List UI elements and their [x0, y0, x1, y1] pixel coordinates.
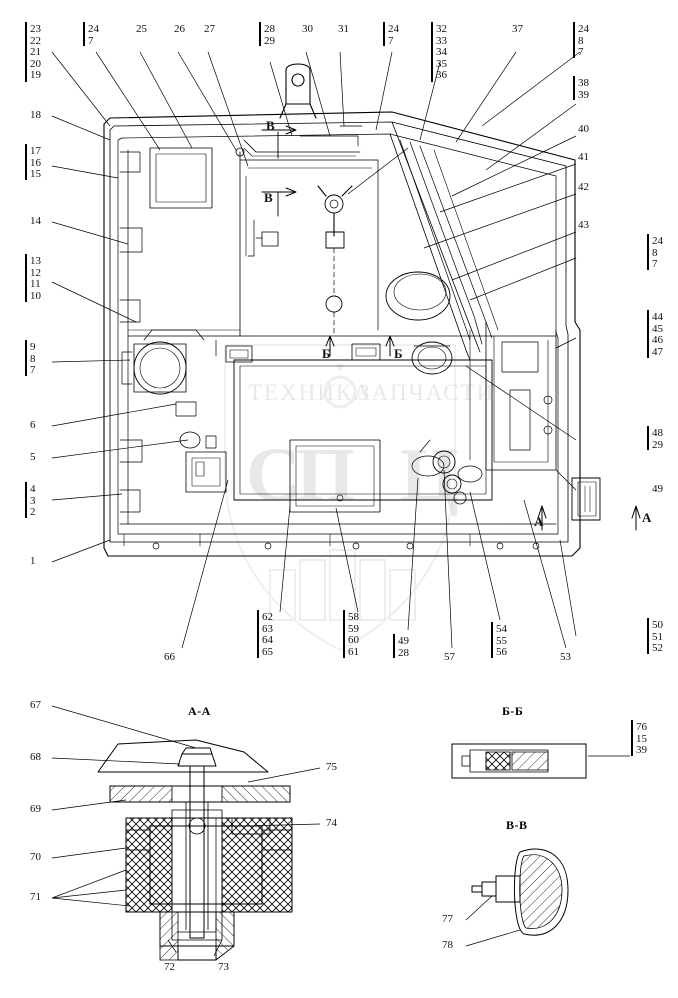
callout-24-right: 24 — [652, 235, 663, 247]
callout-9: 9 — [30, 341, 36, 353]
bracket-38-39 — [573, 76, 575, 100]
bracket-58-61 — [343, 610, 345, 658]
callout-62: 62 — [262, 611, 273, 623]
bracket-50-52 — [647, 618, 649, 654]
callout-25: 25 — [136, 23, 147, 35]
callout-26: 26 — [174, 23, 185, 35]
callout-56: 56 — [496, 646, 507, 658]
callout-54: 54 — [496, 623, 507, 635]
callout-4: 4 — [30, 483, 36, 495]
callout-51: 51 — [652, 630, 663, 643]
callout-group-38-39 — [578, 78, 589, 101]
callout-23: 23 — [30, 23, 41, 35]
callout-24-top: 24 — [88, 23, 99, 35]
callout-58: 58 — [348, 611, 359, 623]
marker-v-top: В — [266, 118, 275, 133]
callout-8-right: 8 — [652, 246, 658, 259]
callout-group-9-7 — [30, 342, 36, 377]
callout-76: 76 — [636, 721, 647, 733]
callout-29-right: 29 — [652, 438, 663, 451]
callout-13: 13 — [30, 255, 41, 267]
callout-21: 21 — [30, 46, 41, 58]
bracket-left-top — [25, 22, 27, 82]
bracket-54-56 — [491, 622, 493, 658]
callout-45: 45 — [652, 322, 663, 335]
callout-49-right: 49 — [652, 483, 663, 495]
callout-7-right: 7 — [652, 258, 658, 270]
callout-10: 10 — [30, 289, 41, 302]
callout-3: 3 — [30, 494, 36, 507]
callout-34: 34 — [436, 46, 447, 58]
callout-28-bottom: 28 — [398, 646, 409, 659]
bracket-24-7-top — [83, 22, 85, 46]
callout-group-17-15 — [30, 146, 41, 181]
callout-73: 73 — [218, 961, 229, 973]
callout-36: 36 — [436, 69, 447, 81]
callout-group-62-65 — [262, 612, 273, 658]
callout-group-24-8-7-right — [652, 236, 663, 271]
callout-group-76-15-39 — [636, 722, 647, 757]
callout-group-24-8-7-top — [578, 24, 589, 59]
callout-30: 30 — [302, 23, 313, 35]
callout-group-49-28 — [398, 636, 409, 659]
callout-39-bb: 39 — [636, 744, 647, 756]
callout-group-54-56 — [496, 624, 507, 659]
callout-31: 31 — [338, 23, 349, 35]
callout-32: 32 — [436, 23, 447, 35]
callout-59: 59 — [348, 622, 359, 635]
callout-64: 64 — [262, 634, 273, 646]
bracket-76-15-39 — [631, 720, 633, 756]
callout-15: 15 — [30, 168, 41, 180]
bracket-32-36 — [431, 22, 433, 82]
bracket-24-7-top2 — [383, 22, 385, 46]
callout-8: 8 — [30, 352, 36, 365]
callout-19: 19 — [30, 69, 41, 81]
callout-group-24-7-top — [88, 24, 99, 47]
callout-46: 46 — [652, 334, 663, 346]
callout-44: 44 — [652, 311, 663, 323]
callout-68: 68 — [30, 751, 41, 763]
callout-group-24-7-top2 — [388, 24, 399, 47]
svg-text:П: П — [296, 433, 356, 517]
callout-75: 75 — [326, 761, 337, 773]
bracket-28-29 — [259, 22, 261, 46]
callout-77: 77 — [442, 913, 453, 925]
callout-12: 12 — [30, 266, 41, 279]
callout-43: 43 — [578, 219, 589, 231]
svg-text:ЗАПЧАСТИ: ЗАПЧАСТИ — [358, 380, 496, 405]
svg-text:Ц: Ц — [400, 433, 460, 517]
callout-group-44-47 — [652, 312, 663, 358]
bracket-24-8-7-top — [573, 22, 575, 58]
callout-57: 57 — [444, 651, 455, 663]
callout-29: 29 — [264, 34, 275, 47]
callout-67: 67 — [30, 699, 41, 711]
marker-v-mid: В — [264, 190, 273, 205]
bracket-9-7 — [25, 340, 27, 376]
callout-7-top2: 7 — [388, 34, 394, 47]
marker-a-right: А — [642, 510, 652, 525]
callout-17: 17 — [30, 145, 41, 157]
callout-66: 66 — [164, 651, 175, 663]
callout-33: 33 — [436, 34, 447, 47]
callout-78: 78 — [442, 939, 453, 951]
callout-27: 27 — [204, 23, 215, 35]
callout-52: 52 — [652, 642, 663, 654]
callout-11: 11 — [30, 278, 41, 290]
callout-14: 14 — [30, 215, 41, 227]
callout-65: 65 — [262, 645, 273, 658]
callout-7-top: 7 — [88, 34, 94, 47]
callout-20: 20 — [30, 57, 41, 70]
callout-47: 47 — [652, 345, 663, 358]
callout-49-bottom: 49 — [398, 635, 409, 647]
callout-71: 71 — [30, 891, 41, 903]
bracket-48-29 — [647, 426, 649, 450]
bracket-49-28 — [393, 634, 395, 658]
callout-18: 18 — [30, 109, 41, 121]
callout-6: 6 — [30, 419, 36, 431]
callout-7-right-top: 7 — [578, 46, 584, 58]
bracket-13-10 — [25, 254, 27, 302]
bracket-4-2 — [25, 482, 27, 518]
callout-41: 41 — [578, 151, 589, 163]
callout-61: 61 — [348, 645, 359, 658]
callout-24-top2: 24 — [388, 23, 399, 35]
marker-a-left: А — [534, 514, 544, 529]
callout-74: 74 — [326, 817, 337, 829]
callout-group-13-10 — [30, 256, 41, 302]
callout-70: 70 — [30, 851, 41, 863]
callout-48: 48 — [652, 427, 663, 439]
callout-53: 53 — [560, 651, 571, 663]
callout-16: 16 — [30, 156, 41, 169]
section-title-vv: В-В — [506, 818, 528, 832]
callout-63: 63 — [262, 622, 273, 635]
callout-group-58-61 — [348, 612, 359, 658]
callout-2: 2 — [30, 506, 36, 518]
callout-24-right-top: 24 — [578, 23, 589, 35]
callout-group-50-52 — [652, 620, 663, 655]
callout-22: 22 — [30, 34, 41, 47]
callout-50: 50 — [652, 619, 663, 631]
callout-group-32-36 — [436, 24, 447, 82]
callout-40: 40 — [578, 123, 589, 135]
section-title-aa: А-А — [188, 704, 211, 718]
callout-7: 7 — [30, 364, 36, 376]
bracket-62-65 — [257, 610, 259, 658]
callout-group-48-29 — [652, 428, 663, 451]
callout-8-right-top: 8 — [578, 34, 584, 47]
bracket-44-47 — [647, 310, 649, 358]
callout-72: 72 — [164, 961, 175, 973]
callout-group-28-29 — [264, 24, 275, 47]
callout-39: 39 — [578, 88, 589, 101]
callout-55: 55 — [496, 634, 507, 647]
callout-37: 37 — [512, 23, 523, 35]
callout-5: 5 — [30, 451, 36, 463]
bracket-17-15 — [25, 144, 27, 180]
callout-28: 28 — [264, 23, 275, 35]
callout-60: 60 — [348, 634, 359, 646]
callout-42: 42 — [578, 181, 589, 193]
callout-group-4-2 — [30, 484, 36, 519]
callout-35: 35 — [436, 57, 447, 70]
svg-text:С: С — [246, 433, 301, 517]
callout-38: 38 — [578, 77, 589, 89]
marker-b-right: Б — [394, 346, 403, 361]
section-title-bb: Б-Б — [502, 704, 524, 718]
callout-15-bb: 15 — [636, 732, 647, 745]
callout-1: 1 — [30, 555, 36, 567]
callout-69: 69 — [30, 803, 41, 815]
callout-group-left-top — [30, 24, 41, 82]
bracket-24-8-7-right — [647, 234, 649, 270]
svg-text:ТЕХНИКА: ТЕХНИКА — [248, 380, 372, 405]
marker-b-left: Б — [322, 346, 331, 361]
